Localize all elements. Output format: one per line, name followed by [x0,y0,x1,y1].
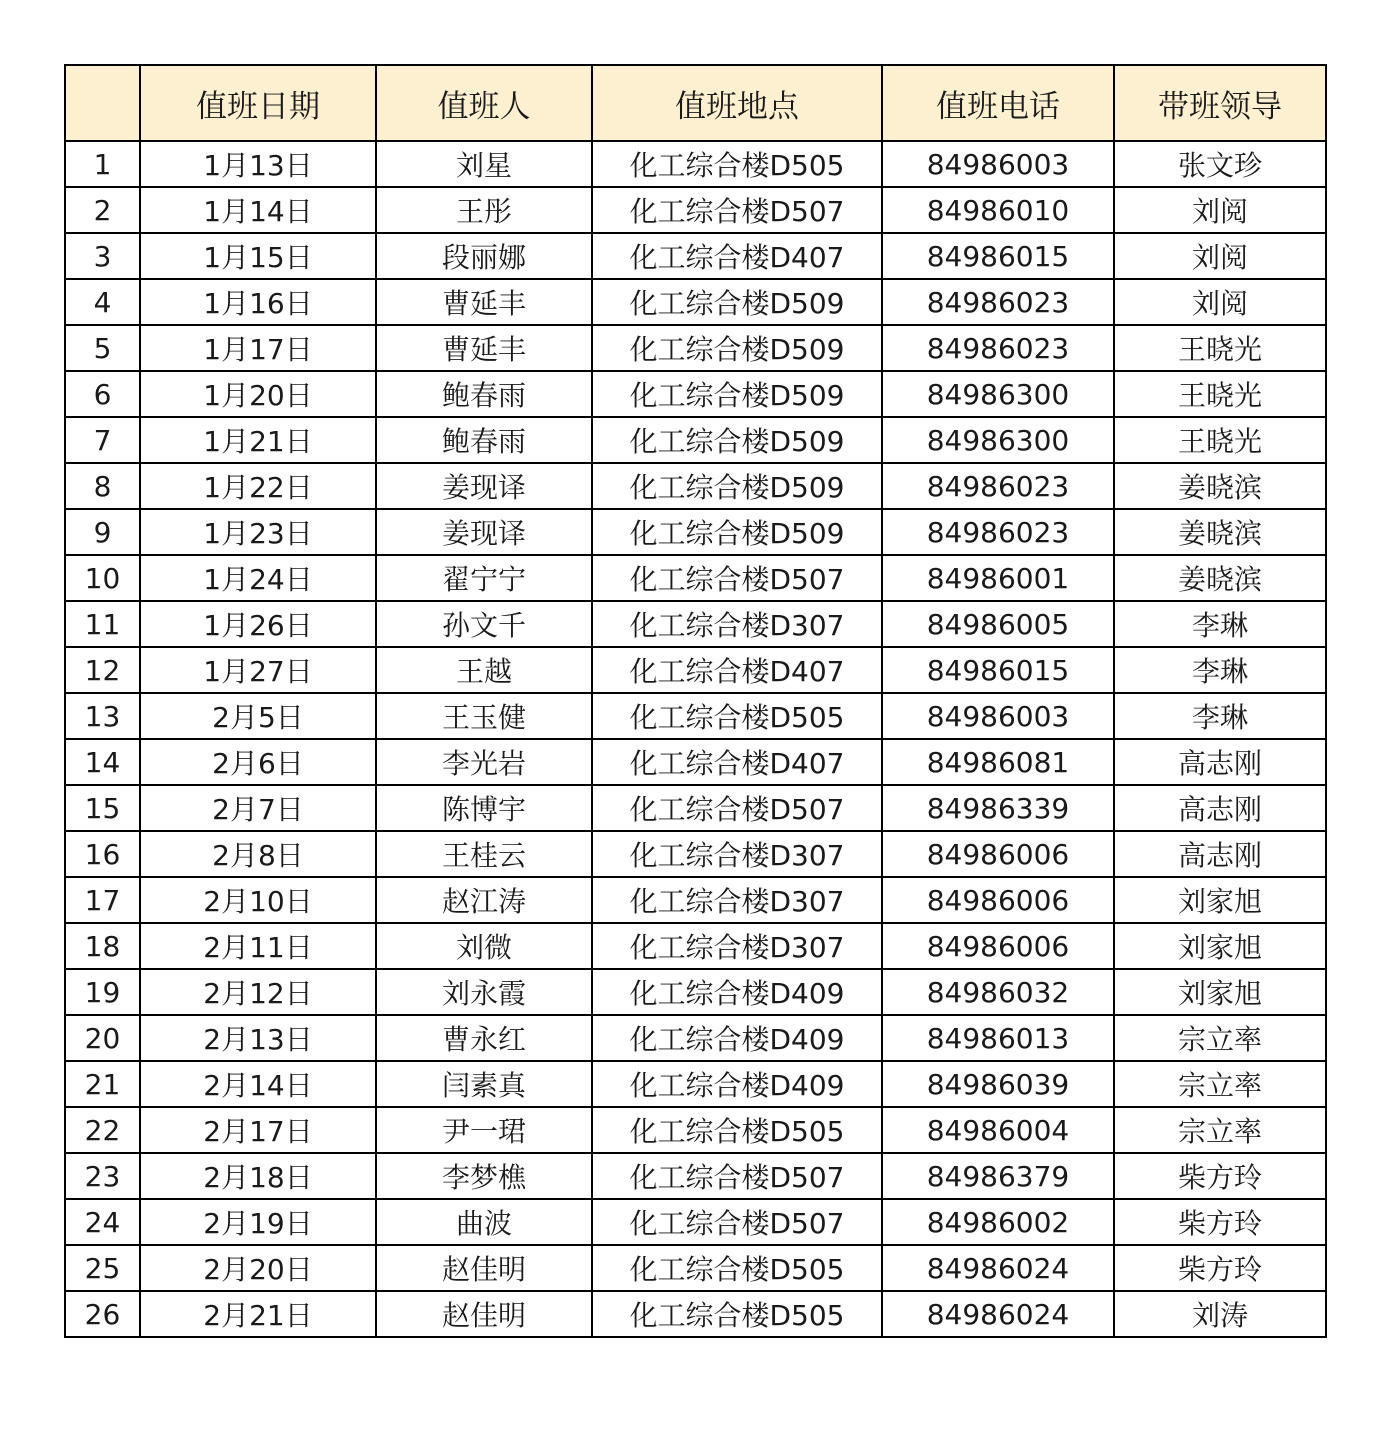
cell-location: 化工综合楼D509 [592,371,882,417]
cell-no: 2 [65,187,140,233]
cell-leader: 柴方玲 [1114,1245,1326,1291]
duty-schedule-sheet [64,64,1327,1338]
cell-no: 25 [65,1245,140,1291]
cell-phone: 84986004 [882,1107,1114,1153]
cell-location: 化工综合楼D307 [592,923,882,969]
cell-leader: 李琳 [1114,693,1326,739]
cell-person: 曹延丰 [376,279,592,325]
cell-leader: 柴方玲 [1114,1153,1326,1199]
cell-phone: 84986005 [882,601,1114,647]
cell-location: 化工综合楼D407 [592,739,882,785]
cell-date: 2月6日 [140,739,376,785]
cell-no: 23 [65,1153,140,1199]
cell-location: 化工综合楼D505 [592,1245,882,1291]
cell-phone: 84986339 [882,785,1114,831]
cell-person: 王彤 [376,187,592,233]
table-row [65,279,1326,325]
table-row [65,601,1326,647]
cell-no: 19 [65,969,140,1015]
table-header [65,65,1326,141]
cell-location: 化工综合楼D505 [592,693,882,739]
cell-no: 10 [65,555,140,601]
cell-phone: 84986024 [882,1291,1114,1337]
cell-person: 陈博宇 [376,785,592,831]
table-row [65,463,1326,509]
header-row [65,65,1326,141]
cell-phone: 84986003 [882,693,1114,739]
duty-schedule-table [64,64,1327,1338]
cell-phone: 84986001 [882,555,1114,601]
cell-phone: 84986024 [882,1245,1114,1291]
cell-person: 闫素真 [376,1061,592,1107]
cell-leader: 姜晓滨 [1114,509,1326,555]
cell-date: 1月15日 [140,233,376,279]
cell-leader: 张文珍 [1114,141,1326,187]
table-row [65,923,1326,969]
cell-leader: 姜晓滨 [1114,555,1326,601]
table-row [65,785,1326,831]
cell-no: 12 [65,647,140,693]
cell-leader: 刘涛 [1114,1291,1326,1337]
cell-person: 刘永霞 [376,969,592,1015]
cell-person: 刘星 [376,141,592,187]
cell-date: 1月24日 [140,555,376,601]
cell-no: 22 [65,1107,140,1153]
cell-person: 王桂云 [376,831,592,877]
cell-location: 化工综合楼D509 [592,279,882,325]
cell-date: 1月14日 [140,187,376,233]
cell-location: 化工综合楼D507 [592,785,882,831]
cell-date: 2月14日 [140,1061,376,1107]
cell-date: 2月7日 [140,785,376,831]
cell-phone: 84986023 [882,509,1114,555]
cell-location: 化工综合楼D509 [592,509,882,555]
cell-leader: 李琳 [1114,601,1326,647]
table-row [65,1291,1326,1337]
cell-date: 1月16日 [140,279,376,325]
table-row [65,1015,1326,1061]
cell-leader: 高志刚 [1114,831,1326,877]
cell-location: 化工综合楼D509 [592,325,882,371]
cell-leader: 李琳 [1114,647,1326,693]
cell-location: 化工综合楼D505 [592,141,882,187]
cell-person: 段丽娜 [376,233,592,279]
table-row [65,969,1326,1015]
header-location: 值班地点 [592,65,882,141]
cell-phone: 84986023 [882,463,1114,509]
cell-leader: 宗立率 [1114,1015,1326,1061]
cell-location: 化工综合楼D307 [592,831,882,877]
cell-no: 11 [65,601,140,647]
cell-date: 1月20日 [140,371,376,417]
cell-phone: 84986032 [882,969,1114,1015]
cell-person: 姜现译 [376,509,592,555]
cell-leader: 王晓光 [1114,417,1326,463]
cell-date: 1月26日 [140,601,376,647]
cell-location: 化工综合楼D407 [592,233,882,279]
cell-no: 6 [65,371,140,417]
table-row [65,509,1326,555]
cell-leader: 高志刚 [1114,785,1326,831]
cell-leader: 刘阅 [1114,187,1326,233]
cell-no: 24 [65,1199,140,1245]
cell-no: 13 [65,693,140,739]
cell-date: 2月5日 [140,693,376,739]
cell-no: 21 [65,1061,140,1107]
cell-person: 尹一珺 [376,1107,592,1153]
cell-leader: 高志刚 [1114,739,1326,785]
cell-no: 4 [65,279,140,325]
cell-date: 1月27日 [140,647,376,693]
cell-phone: 84986002 [882,1199,1114,1245]
cell-location: 化工综合楼D507 [592,1153,882,1199]
cell-location: 化工综合楼D409 [592,969,882,1015]
table-row [65,141,1326,187]
cell-location: 化工综合楼D509 [592,417,882,463]
cell-location: 化工综合楼D507 [592,555,882,601]
cell-person: 赵江涛 [376,877,592,923]
table-row [65,555,1326,601]
cell-date: 2月18日 [140,1153,376,1199]
cell-no: 8 [65,463,140,509]
cell-phone: 84986300 [882,371,1114,417]
cell-location: 化工综合楼D505 [592,1107,882,1153]
cell-person: 李梦樵 [376,1153,592,1199]
cell-date: 2月10日 [140,877,376,923]
cell-person: 刘微 [376,923,592,969]
cell-date: 2月13日 [140,1015,376,1061]
table-row [65,1107,1326,1153]
cell-no: 14 [65,739,140,785]
cell-no: 26 [65,1291,140,1337]
header-corner-cell [65,65,140,141]
cell-no: 5 [65,325,140,371]
cell-no: 3 [65,233,140,279]
cell-leader: 刘家旭 [1114,923,1326,969]
cell-no: 9 [65,509,140,555]
table-row [65,1245,1326,1291]
cell-no: 17 [65,877,140,923]
cell-date: 1月17日 [140,325,376,371]
table-row [65,1153,1326,1199]
table-body [65,141,1326,1337]
cell-location: 化工综合楼D509 [592,463,882,509]
cell-phone: 84986023 [882,325,1114,371]
cell-phone: 84986013 [882,1015,1114,1061]
table-row [65,371,1326,417]
cell-no: 1 [65,141,140,187]
cell-person: 曲波 [376,1199,592,1245]
cell-location: 化工综合楼D505 [592,1291,882,1337]
cell-phone: 84986006 [882,831,1114,877]
cell-phone: 84986300 [882,417,1114,463]
cell-person: 鲍春雨 [376,371,592,417]
cell-leader: 王晓光 [1114,371,1326,417]
cell-date: 1月22日 [140,463,376,509]
header-person: 值班人 [376,65,592,141]
cell-date: 2月20日 [140,1245,376,1291]
cell-date: 2月21日 [140,1291,376,1337]
cell-leader: 刘家旭 [1114,969,1326,1015]
cell-phone: 84986006 [882,923,1114,969]
cell-leader: 刘阅 [1114,279,1326,325]
table-row [65,1061,1326,1107]
cell-person: 赵佳明 [376,1245,592,1291]
cell-date: 1月13日 [140,141,376,187]
cell-date: 1月23日 [140,509,376,555]
cell-phone: 84986003 [882,141,1114,187]
cell-person: 李光岩 [376,739,592,785]
cell-location: 化工综合楼D507 [592,187,882,233]
cell-person: 王玉健 [376,693,592,739]
cell-date: 2月19日 [140,1199,376,1245]
table-row [65,877,1326,923]
cell-person: 孙文千 [376,601,592,647]
cell-leader: 柴方玲 [1114,1199,1326,1245]
table-row [65,647,1326,693]
cell-location: 化工综合楼D507 [592,1199,882,1245]
cell-phone: 84986039 [882,1061,1114,1107]
cell-phone: 84986010 [882,187,1114,233]
cell-phone: 84986023 [882,279,1114,325]
cell-date: 2月8日 [140,831,376,877]
header-leader: 带班领导 [1114,65,1326,141]
table-row [65,831,1326,877]
cell-leader: 刘家旭 [1114,877,1326,923]
cell-no: 20 [65,1015,140,1061]
cell-person: 鲍春雨 [376,417,592,463]
cell-person: 曹延丰 [376,325,592,371]
table-row [65,325,1326,371]
cell-date: 2月17日 [140,1107,376,1153]
cell-person: 姜现译 [376,463,592,509]
cell-person: 翟宁宁 [376,555,592,601]
cell-location: 化工综合楼D409 [592,1061,882,1107]
cell-leader: 刘阅 [1114,233,1326,279]
cell-leader: 王晓光 [1114,325,1326,371]
table-row [65,187,1326,233]
cell-date: 2月11日 [140,923,376,969]
cell-no: 16 [65,831,140,877]
cell-date: 2月12日 [140,969,376,1015]
cell-phone: 84986006 [882,877,1114,923]
cell-no: 18 [65,923,140,969]
table-row [65,693,1326,739]
cell-location: 化工综合楼D307 [592,877,882,923]
table-row [65,417,1326,463]
cell-location: 化工综合楼D407 [592,647,882,693]
cell-no: 7 [65,417,140,463]
cell-no: 15 [65,785,140,831]
table-row [65,233,1326,279]
cell-person: 曹永红 [376,1015,592,1061]
cell-leader: 宗立率 [1114,1107,1326,1153]
cell-phone: 84986015 [882,647,1114,693]
header-date: 值班日期 [140,65,376,141]
header-phone: 值班电话 [882,65,1114,141]
cell-phone: 84986015 [882,233,1114,279]
cell-person: 王越 [376,647,592,693]
table-row [65,739,1326,785]
cell-leader: 宗立率 [1114,1061,1326,1107]
cell-person: 赵佳明 [376,1291,592,1337]
cell-location: 化工综合楼D307 [592,601,882,647]
cell-location: 化工综合楼D409 [592,1015,882,1061]
cell-date: 1月21日 [140,417,376,463]
cell-phone: 84986379 [882,1153,1114,1199]
cell-leader: 姜晓滨 [1114,463,1326,509]
cell-phone: 84986081 [882,739,1114,785]
table-row [65,1199,1326,1245]
